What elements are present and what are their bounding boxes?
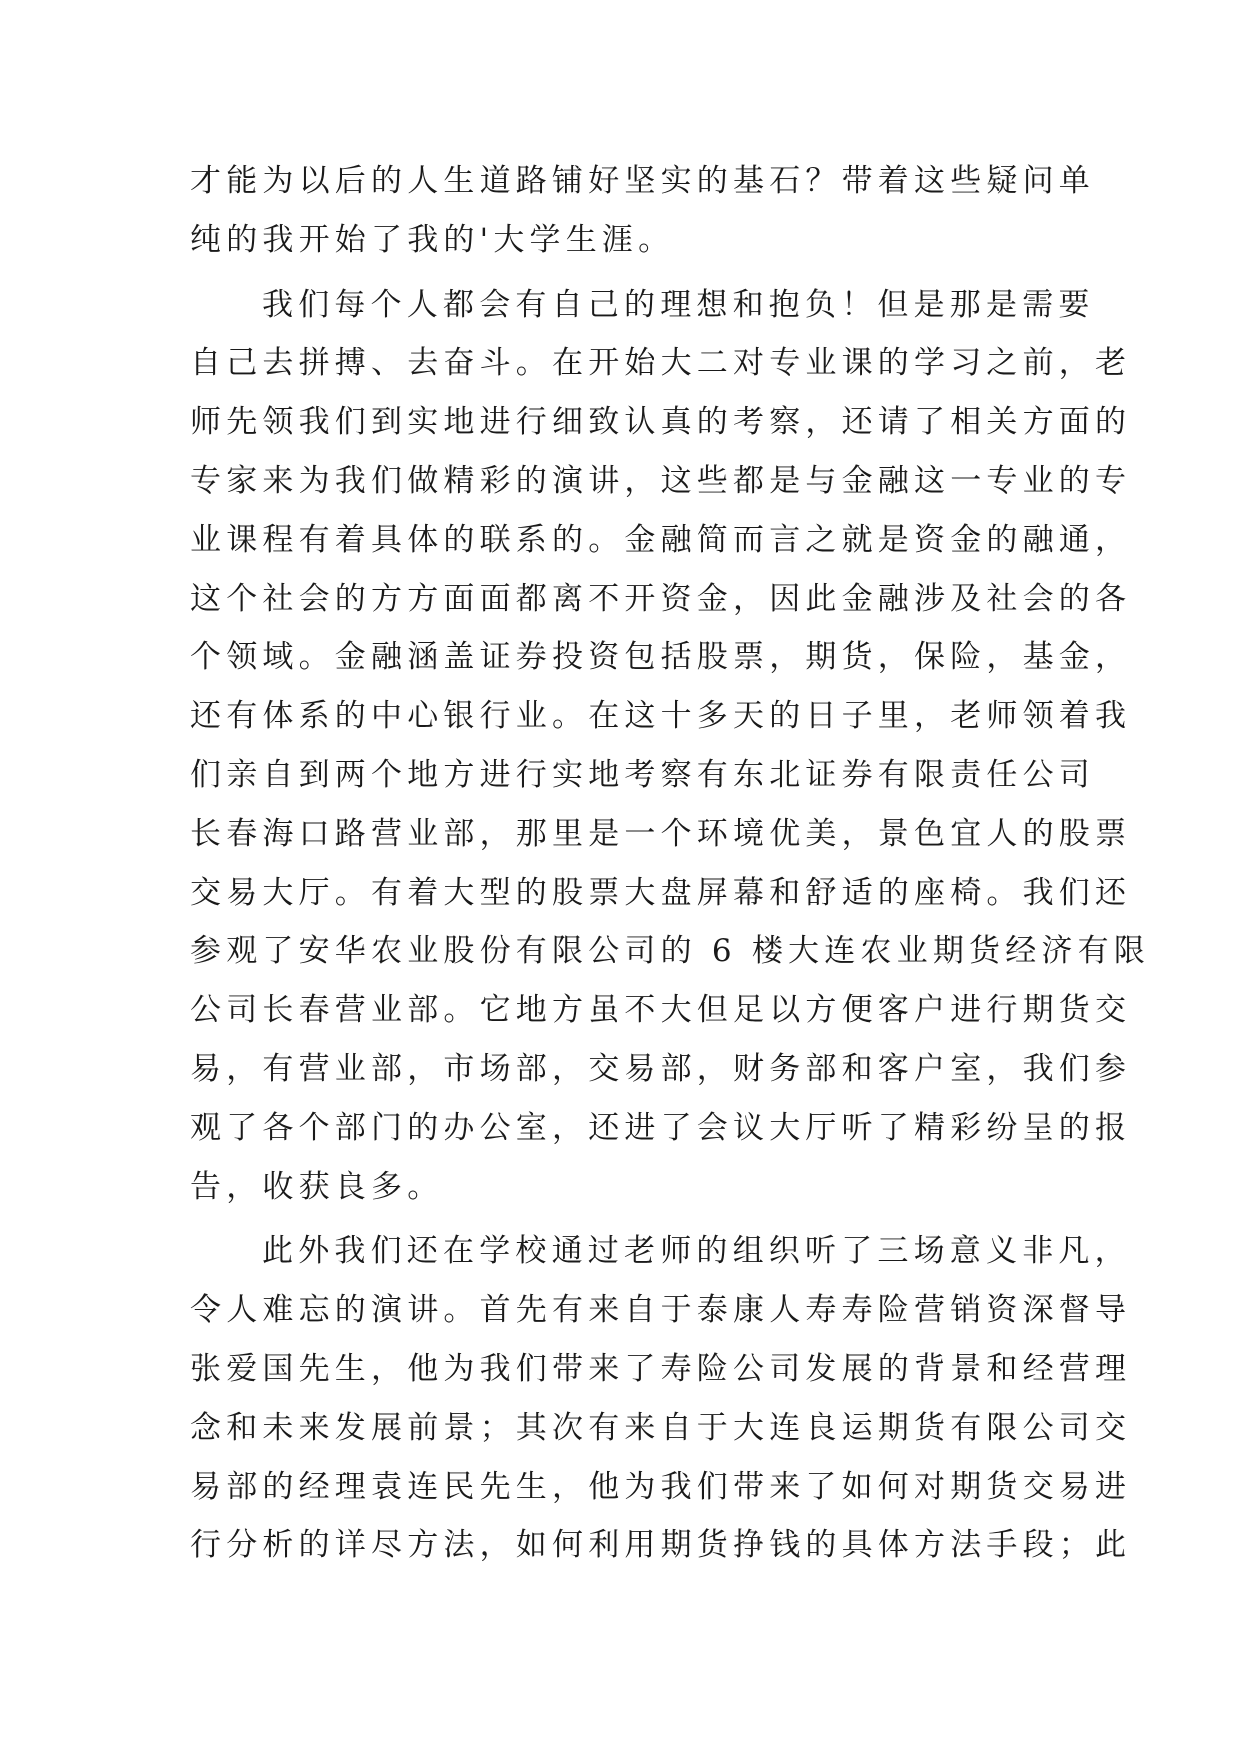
text-line: 这个社会的方方面面都离不开资金，因此金融涉及社会的各: [190, 580, 1132, 617]
text-line: 张爱国先生，他为我们带来了寿险公司发展的背景和经营理: [190, 1350, 1132, 1387]
text-line: 公司长春营业部。它地方虽不大但足以方便客户进行期货交: [190, 992, 1132, 1029]
text-line: 还有体系的中心银行业。在这十多天的日子里，老师领着我: [190, 698, 1132, 735]
text-line: 易，有营业部，市场部，交易部，财务部和客户室，我们参: [190, 1050, 1132, 1087]
text-line: 参观了安华农业股份有限公司的 6 楼大连农业期货经济有限: [190, 933, 1151, 970]
text-line: 易部的经理袁连民先生，他为我们带来了如何对期货交易进: [190, 1468, 1132, 1505]
text-line: 师先领我们到实地进行细致认真的考察，还请了相关方面的: [190, 404, 1132, 441]
text-line: 我们每个人都会有自己的理想和抱负！但是那是需要: [262, 286, 1095, 323]
text-line: 交易大厅。有着大型的股票大盘屏幕和舒适的座椅。我们还: [190, 874, 1132, 911]
text-line: 告，收获良多。: [190, 1168, 444, 1205]
document-body: [190, 152, 1151, 1575]
text-line: 长春海口路营业部，那里是一个环境优美，景色宜人的股票: [190, 815, 1132, 852]
paragraph: [190, 276, 1151, 1217]
text-line: 才能为以后的人生道路铺好坚实的基石？带着这些疑问单: [190, 163, 1095, 199]
text-line: 自己去拼搏、去奋斗。在开始大二对专业课的学习之前，老: [190, 345, 1132, 382]
text-line: 纯的我开始了我的'大学生涯。: [190, 221, 675, 258]
text-line: 个领域。金融涵盖证券投资包括股票，期货，保险，基金，: [190, 639, 1132, 676]
text-line: 令人难忘的演讲。首先有来自于泰康人寿寿险营销资深督导: [190, 1292, 1132, 1329]
text-line: 专家来为我们做精彩的演讲，这些都是与金融这一专业的专: [190, 462, 1132, 499]
paragraph: [190, 152, 1095, 270]
paragraph: [190, 1222, 1132, 1575]
text-line: 们亲自到两个地方进行实地考察有东北证券有限责任公司: [190, 756, 1095, 793]
text-line: 此外我们还在学校通过老师的组织听了三场意义非凡，: [262, 1233, 1131, 1270]
text-line: 行分析的详尽方法，如何利用期货挣钱的具体方法手段；此: [190, 1527, 1132, 1564]
text-line: 观了各个部门的办公室，还进了会议大厅听了精彩纷呈的报: [190, 1109, 1132, 1146]
text-line: 念和未来发展前景；其次有来自于大连良运期货有限公司交: [190, 1409, 1132, 1446]
text-line: 业课程有着具体的联系的。金融简而言之就是资金的融通，: [190, 521, 1132, 558]
